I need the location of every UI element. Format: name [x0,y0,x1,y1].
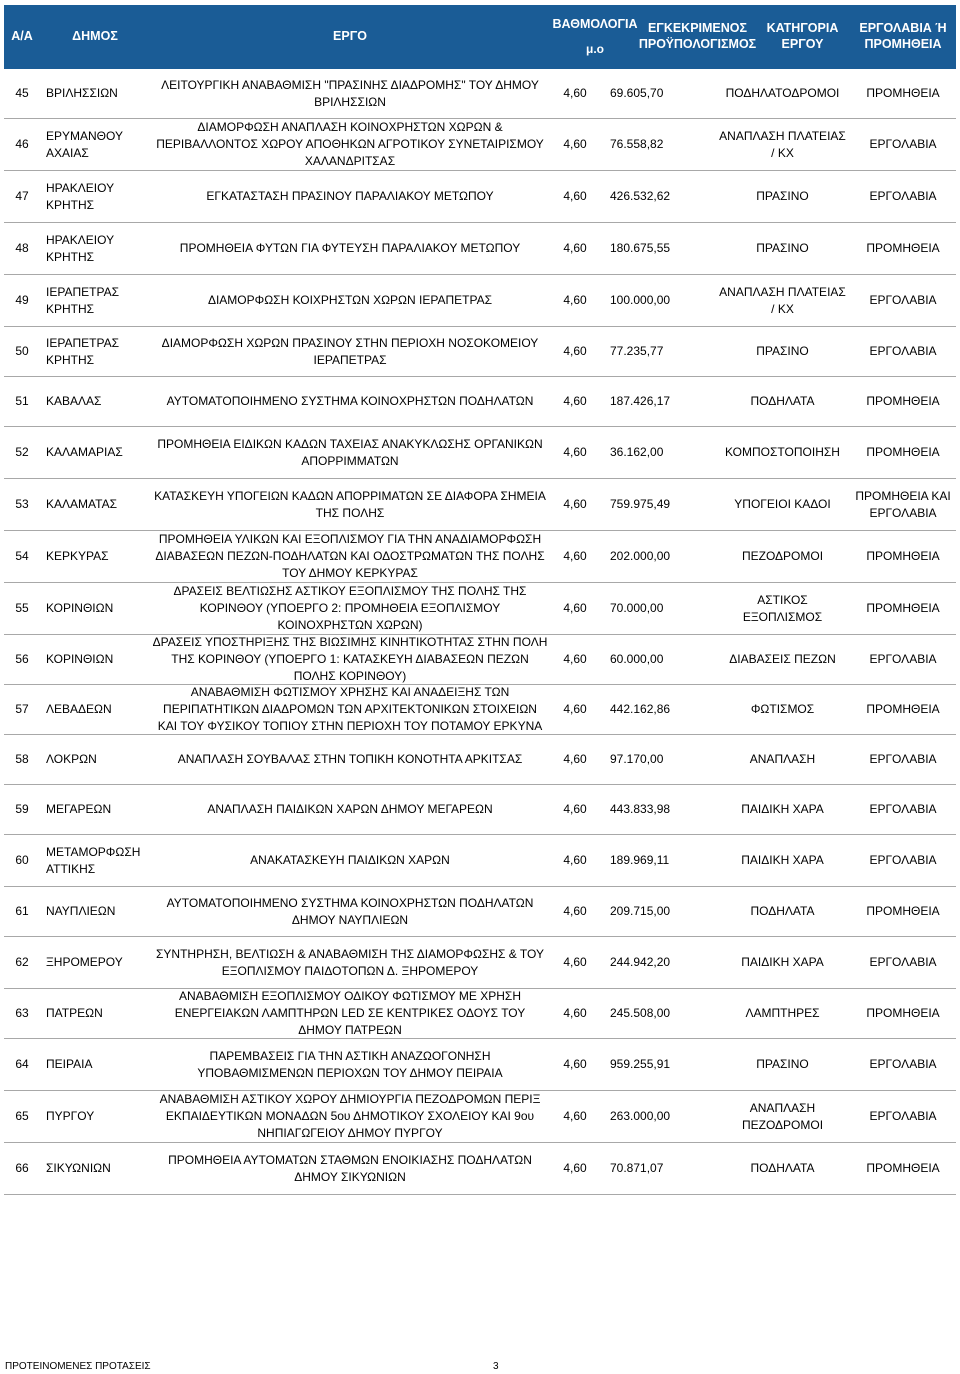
contract-type: ΠΡΟΜΗΘΕΙΑ [866,702,940,717]
row-number: 48 [15,241,29,256]
contract-type: ΠΡΟΜΗΘΕΙΑ [866,86,940,101]
project-category: ΚΟΜΠΟΣΤΟΠΟΙΗΣΗ [725,445,840,460]
table-row [4,1143,956,1195]
score: 4,60 [563,1057,587,1072]
header-category: ΚΑΤΗΓΟΡΙΑ ΕΡΓΟΥ [766,21,839,51]
table-row [4,531,956,583]
approved-budget: 60.000,00 [610,652,664,667]
row-number: 45 [15,86,29,101]
project-category: ΠΑΙΔΙΚΗ ΧΑΡΑ [741,802,824,817]
municipality: ΠΥΡΓΟΥ [46,1109,95,1124]
project-category: ΛΑΜΠΤΗΡΕΣ [745,1006,820,1021]
table-header [4,5,956,69]
municipality: ΠΑΤΡΕΩΝ [46,1006,103,1021]
contract-type: ΠΡΟΜΗΘΕΙΑ [866,904,940,919]
project-category: ΠΟΔΗΛΑΤΑ [750,394,815,409]
table-row [4,635,956,685]
project-name: ΠΡΟΜΗΘΕΙΑ ΥΛΙΚΩΝ ΚΑΙ ΕΞΟΠΛΙΣΜΟΥ ΓΙΑ ΤΗΝ ΑΝΑΔΙΑΜΟΡΦΩΣΗ ΔΙΑΒΑΣΕΩΝ ΠΕΖΩΝ-ΠΟΔΗΛΑΤΩΝ ΚΑΙ ΟΔΟΣΤΡΩΜΑΤΩΝ ΤΗΣ ΠΟΛΗΣ ΤΟΥ ΔΗΜΟΥ ΚΕΡΚΥΡΑΣ [155,532,545,580]
municipality: ΚΑΒΑΛΑΣ [46,394,102,409]
municipality: ΚΕΡΚΥΡΑΣ [46,549,109,564]
contract-type: ΠΡΟΜΗΘΕΙΑ [866,549,940,564]
table-row [4,785,956,835]
project-name: ΕΓΚΑΤΑΣΤΑΣΗ ΠΡΑΣΙΝΟΥ ΠΑΡΑΛΙΑΚΟΥ ΜΕΤΩΠΟΥ [206,189,494,204]
project-name: ΑΥΤΟΜΑΤΟΠΟΙΗΜΕΝΟ ΣΥΣΤΗΜΑ ΚΟΙΝΟΧΡΗΣΤΩΝ ΠΟΔΗΛΑΤΩΝ [166,394,534,409]
project-category: ΠΑΙΔΙΚΗ ΧΑΡΑ [741,955,824,970]
project-name: ΑΝΑΠΛΑΣΗ ΠΑΙΔΙΚΩΝ ΧΑΡΩΝ ΔΗΜΟΥ ΜΕΓΑΡΕΩΝ [207,802,493,817]
table-row [4,583,956,635]
municipality: ΚΟΡΙΝΘΙΩΝ [46,652,114,667]
footer-title: ΠΡΟΤΕΙΝΟΜΕΝΕΣ ΠΡΟΤΑΣΕΙΣ [5,1361,151,1372]
score: 4,60 [563,344,587,359]
header-budget: ΕΓΚΕΚΡΙΜΕΝΟΣ ΠΡΟΫΠΟΛΟΓΙΣΜΟΣ [638,21,757,51]
approved-budget: 76.558,82 [610,137,664,152]
score: 4,60 [563,445,587,460]
table-row [4,989,956,1039]
approved-budget: 426.532,62 [610,189,671,204]
header-dimos: ΔΗΜΟΣ [72,29,118,44]
score: 4,60 [563,394,587,409]
project-name: ΚΑΤΑΣΚΕΥΗ ΥΠΟΓΕΙΩΝ ΚΑΔΩΝ ΑΠΟΡΡΙΜΑΤΩΝ ΣΕ ΔΙΑΦΟΡΑ ΣΗΜΕΙΑ ΤΗΣ ΠΟΛΗΣ [154,488,546,520]
row-number: 57 [15,702,29,717]
municipality: ΚΑΛΑΜΑΡΙΑΣ [46,445,123,460]
contract-type: ΠΡΟΜΗΘΕΙΑ [866,394,940,409]
table-row [4,685,956,735]
approved-budget: 97.170,00 [610,752,664,767]
row-number: 55 [15,601,29,616]
project-name: ΠΑΡΕΜΒΑΣΕΙΣ ΓΙΑ ΤΗΝ ΑΣΤΙΚΗ ΑΝΑΖΩΟΓΟΝΗΣΗ ΥΠΟΒΑΘΜΙΣΜΕΝΩΝ ΠΕΡΙΟΧΩΝ ΤΟΥ ΔΗΜΟΥ ΠΕΙΡΑΙΑ [197,1048,503,1080]
project-name: ΠΡΟΜΗΘΕΙΑ ΦΥΤΩΝ ΓΙΑ ΦΥΤΕΥΣΗ ΠΑΡΑΛΙΑΚΟΥ ΜΕΤΩΠΟΥ [179,241,521,256]
row-number: 59 [15,802,29,817]
contract-type: ΕΡΓΟΛΑΒΙΑ [869,752,937,767]
contract-type: ΕΡΓΟΛΑΒΙΑ [869,344,937,359]
row-number: 65 [15,1109,29,1124]
contract-type: ΕΡΓΟΛΑΒΙΑ [869,1109,937,1124]
municipality: ΝΑΥΠΛΙΕΩΝ [46,904,116,919]
row-number: 58 [15,752,29,767]
score: 4,60 [563,293,587,308]
project-category: ΠΟΔΗΛΑΤΑ [750,1161,815,1176]
approved-budget: 442.162,86 [610,702,671,717]
row-number: 66 [15,1161,29,1176]
approved-budget: 759.975,49 [610,497,671,512]
row-number: 52 [15,445,29,460]
row-number: 62 [15,955,29,970]
score: 4,60 [563,853,587,868]
row-number: 51 [15,394,29,409]
score: 4,60 [563,802,587,817]
project-category: ΑΝΑΠΛΑΣΗ ΠΛΑΤΕΙΑΣ / ΚΧ [719,284,846,316]
municipality: ΞΗΡΟΜΕΡΟΥ [46,955,123,970]
approved-budget: 69.605,70 [610,86,664,101]
approved-budget: 70.871,07 [610,1161,664,1176]
projects-table [4,5,956,1195]
municipality: ΙΕΡΑΠΕΤΡΑΣ ΚΡΗΤΗΣ [46,284,119,316]
project-name: ΔΡΑΣΕΙΣ ΒΕΛΤΙΩΣΗΣ ΑΣΤΙΚΟΥ ΕΞΟΠΛΙΣΜΟΥ ΤΗΣ ΠΟΛΗΣ ΤΗΣ ΚΟΡΙΝΘΟΥ (ΥΠΟΕΡΓΟ 2: ΠΡΟΜΗΘΕΙΑ ΕΞΟΠΛΙΣΜΟΥ ΚΟΙΝΟΧΡΗΣΤΩΝ ΧΩΡΩΝ) [173,584,527,632]
project-category: ΠΡΑΣΙΝΟ [756,344,809,359]
contract-type: ΕΡΓΟΛΑΒΙΑ [869,955,937,970]
project-name: ΑΝΑΚΑΤΑΣΚΕΥΗ ΠΑΙΔΙΚΩΝ ΧΑΡΩΝ [250,853,450,868]
score: 4,60 [563,955,587,970]
project-category: ΠΑΙΔΙΚΗ ΧΑΡΑ [741,853,824,868]
table-row [4,171,956,223]
score: 4,60 [563,652,587,667]
municipality: ΒΡΙΛΗΣΣΙΩΝ [46,86,118,101]
table-row [4,427,956,479]
approved-budget: 959.255,91 [610,1057,671,1072]
contract-type: ΠΡΟΜΗΘΕΙΑ ΚΑΙ ΕΡΓΟΛΑΒΙΑ [855,488,951,520]
score: 4,60 [563,241,587,256]
project-category: ΥΠΟΓΕΙΟΙ ΚΑΔΟΙ [734,497,831,512]
score: 4,60 [563,189,587,204]
project-category: ΑΝΑΠΛΑΣΗ ΠΕΖΟΔΡΟΜΟΙ [741,1100,824,1132]
row-number: 53 [15,497,29,512]
municipality: ΙΕΡΑΠΕΤΡΑΣ ΚΡΗΤΗΣ [46,335,119,367]
contract-type: ΕΡΓΟΛΑΒΙΑ [869,1057,937,1072]
approved-budget: 202.000,00 [610,549,671,564]
table-row [4,735,956,785]
project-name: ΔΙΑΜΟΡΦΩΣΗ ΧΩΡΩΝ ΠΡΑΣΙΝΟΥ ΣΤΗΝ ΠΕΡΙΟΧΗ ΝΟΣΟΚΟΜΕΙΟΥ ΙΕΡΑΠΕΤΡΑΣ [161,335,539,367]
row-number: 61 [15,904,29,919]
score: 4,60 [563,904,587,919]
contract-type: ΕΡΓΟΛΑΒΙΑ [869,293,937,308]
table-row [4,887,956,937]
project-name: ΑΝΑΒΑΘΜΙΣΗ ΕΞΟΠΛΙΣΜΟΥ ΟΔΙΚΟΥ ΦΩΤΙΣΜΟΥ ΜΕ ΧΡΗΣΗ ΕΝΕΡΓΕΙΑΚΩΝ ΛΑΜΠΤΗΡΩΝ LED ΣΕ ΚΕΝΤΡΙΚΕΣ ΟΔΟΥΣ ΤΟΥ ΔΗΜΟΥ ΠΑΤΡΕΩΝ [174,989,526,1037]
table-row [4,377,956,427]
municipality: ΜΕΤΑΜΟΡΦΩΣΗ ΑΤΤΙΚΗΣ [46,844,141,876]
project-name: ΑΝΑΒΑΘΜΙΣΗ ΦΩΤΙΣΜΟΥ ΧΡΗΣΗΣ ΚΑΙ ΑΝΑΔΕΙΞΗΣ ΤΩΝ ΠΕΡΙΠΑΤΗΤΙΚΩΝ ΔΙΑΔΡΟΜΩΝ ΤΩΝ ΑΡΧΙΤΕΚΤΟΝΙΚΩΝ ΣΤΟΙΧΕΙΩΝ ΚΑΙ ΤΟΥ ΦΥΣΙΚΟΥ ΤΟΠΙΟΥ ΣΤΗΝ ΠΕΡΙΟΧΗ ΤΟΥ ΠΟΤΑΜΟΥ ΕΡΚΥΝΑ [157,685,543,733]
row-number: 60 [15,853,29,868]
approved-budget: 245.508,00 [610,1006,671,1021]
project-category: ΠΡΑΣΙΝΟ [756,1057,809,1072]
municipality: ΗΡΑΚΛΕΙΟΥ ΚΡΗΤΗΣ [46,180,114,212]
contract-type: ΠΡΟΜΗΘΕΙΑ [866,1161,940,1176]
contract-type: ΠΡΟΜΗΘΕΙΑ [866,241,940,256]
table-row [4,937,956,989]
header-rank-sub: μ.ο [585,42,604,57]
score: 4,60 [563,137,587,152]
approved-budget: 100.000,00 [610,293,671,308]
header-type: ΕΡΓΟΛΑΒΙΑ Ή ΠΡΟΜΗΘΕΙΑ [859,21,947,51]
contract-type: ΠΡΟΜΗΘΕΙΑ [866,445,940,460]
table-row [4,1039,956,1091]
header-rank-label: ΒΑΘΜΟΛΟΓΙΑ [552,16,638,31]
page-number: 3 [493,1361,499,1372]
contract-type: ΠΡΟΜΗΘΕΙΑ [866,1006,940,1021]
project-name: ΔΙΑΜΟΡΦΩΣΗ ΑΝΑΠΛΑΣΗ ΚΟΙΝΟΧΡΗΣΤΩΝ ΧΩΡΩΝ & ΠΕΡΙΒΑΛΛΟΝΤΟΣ ΧΩΡΟΥ ΑΠΟΘΗΚΩΝ ΑΓΡΟΤΙΚΟΥ ΣΥΝΕΤΑΙΡΙΣΜΟΥ ΧΑΛΑΝΔΡΙΤΣΑΣ [156,120,544,168]
row-number: 63 [15,1006,29,1021]
project-name: ΔΙΑΜΟΡΦΩΣΗ ΚΟΙΧΡΗΣΤΩΝ ΧΩΡΩΝ ΙΕΡΑΠΕΤΡΑΣ [207,293,493,308]
table-row [4,327,956,377]
score: 4,60 [563,1109,587,1124]
table-row [4,835,956,887]
table-row [4,69,956,119]
project-category: ΠΟΔΗΛΑΤΑ [750,904,815,919]
project-category: ΦΩΤΙΣΜΟΣ [750,702,815,717]
municipality: ΠΕΙΡΑΙΑ [46,1057,93,1072]
project-category: ΠΕΖΟΔΡΟΜΟΙ [741,549,824,564]
approved-budget: 244.942,20 [610,955,671,970]
contract-type: ΕΡΓΟΛΑΒΙΑ [869,652,937,667]
row-number: 46 [15,137,29,152]
score: 4,60 [563,86,587,101]
row-number: 54 [15,549,29,564]
approved-budget: 209.715,00 [610,904,671,919]
project-name: ΛΕΙΤΟΥΡΓΙΚΗ ΑΝΑΒΑΘΜΙΣΗ "ΠΡΑΣΙΝΗΣ ΔΙΑΔΡΟΜΗΣ" ΤΟΥ ΔΗΜΟΥ ΒΡΙΛΗΣΣΙΩΝ [161,77,539,109]
table-row [4,223,956,275]
project-category: ΠΟΔΗΛΑΤΟΔΡΟΜΟΙ [725,86,840,101]
header-rank [550,5,640,69]
table-row [4,119,956,171]
project-category: ΑΝΑΠΛΑΣΗ ΠΛΑΤΕΙΑΣ / ΚΧ [719,128,846,160]
contract-type: ΕΡΓΟΛΑΒΙΑ [869,137,937,152]
contract-type: ΕΡΓΟΛΑΒΙΑ [869,189,937,204]
municipality: ΚΑΛΑΜΑΤΑΣ [46,497,117,512]
municipality: ΛΟΚΡΩΝ [46,752,97,767]
approved-budget: 443.833,98 [610,802,671,817]
project-category: ΑΣΤΙΚΟΣ ΕΞΟΠΛΙΣΜΟΣ [742,592,823,624]
row-number: 56 [15,652,29,667]
project-category: ΠΡΑΣΙΝΟ [756,189,809,204]
municipality: ΣΙΚΥΩΝΙΩΝ [46,1161,111,1176]
project-name: ΑΥΤΟΜΑΤΟΠΟΙΗΜΕΝΟ ΣΥΣΤΗΜΑ ΚΟΙΝΟΧΡΗΣΤΩΝ ΠΟΔΗΛΑΤΩΝ ΔΗΜΟΥ ΝΑΥΠΛΙΕΩΝ [166,895,534,927]
project-category: ΑΝΑΠΛΑΣΗ [749,752,816,767]
municipality: ΜΕΓΑΡΕΩΝ [46,802,112,817]
contract-type: ΕΡΓΟΛΑΒΙΑ [869,802,937,817]
score: 4,60 [563,1161,587,1176]
score: 4,60 [563,1006,587,1021]
table-row [4,479,956,531]
table-row [4,1091,956,1143]
table-body [4,69,956,1195]
project-name: ΣΥΝΤΗΡΗΣΗ, ΒΕΛΤΙΩΣΗ & ΑΝΑΒΑΘΜΙΣΗ ΤΗΣ ΔΙΑΜΟΡΦΩΣΗΣ & ΤΟΥ ΕΞΟΠΛΙΣΜΟΥ ΠΑΙΔΟΤΟΠΩΝ Δ. ΞΗΡΟΜΕΡΟΥ [155,946,544,978]
project-name: ΔΡΑΣΕΙΣ ΥΠΟΣΤΗΡΙΞΗΣ ΤΗΣ ΒΙΩΣΙΜΗΣ ΚΙΝΗΤΙΚΟΤΗΤΑΣ ΣΤΗΝ ΠΟΛΗ ΤΗΣ ΚΟΡΙΝΘΟΥ (ΥΠΟΕΡΓΟ 1: ΚΑΤΑΣΚΕΥΗ ΔΙΑΒΑΣΕΩΝ ΠΕΖΩΝ ΠΟΛΗΣ ΚΟΡΙΝΘΟΥ) [152,635,548,683]
score: 4,60 [563,601,587,616]
project-name: ΠΡΟΜΗΘΕΙΑ ΕΙΔΙΚΩΝ ΚΑΔΩΝ ΤΑΧΕΙΑΣ ΑΝΑΚΥΚΛΩΣΗΣ ΟΡΓΑΝΙΚΩΝ ΑΠΟΡΡΙΜΜΑΤΩΝ [157,436,543,468]
approved-budget: 36.162,00 [610,445,664,460]
row-number: 64 [15,1057,29,1072]
row-number: 49 [15,293,29,308]
approved-budget: 187.426,17 [610,394,671,409]
municipality: ΛΕΒΑΔΕΩΝ [46,702,112,717]
municipality: ΗΡΑΚΛΕΙΟΥ ΚΡΗΤΗΣ [46,232,114,264]
approved-budget: 70.000,00 [610,601,664,616]
project-name: ΑΝΑΠΛΑΣΗ ΣΟΥΒΑΛΑΣ ΣΤΗΝ ΤΟΠΙΚΗ ΚΟΝΟΤΗΤΑ ΑΡΚΙΤΣΑΣ [177,752,523,767]
score: 4,60 [563,752,587,767]
contract-type: ΕΡΓΟΛΑΒΙΑ [869,853,937,868]
score: 4,60 [563,497,587,512]
score: 4,60 [563,549,587,564]
municipality: ΚΟΡΙΝΘΙΩΝ [46,601,114,616]
header-aa: Α/Α [11,29,33,44]
project-category: ΠΡΑΣΙΝΟ [756,241,809,256]
approved-budget: 180.675,55 [610,241,671,256]
score: 4,60 [563,702,587,717]
municipality: ΕΡΥΜΑΝΘΟΥ ΑΧΑΙΑΣ [46,128,123,160]
project-name: ΑΝΑΒΑΘΜΙΣΗ ΑΣΤΙΚΟΥ ΧΩΡΟΥ ΔΗΜΙΟΥΡΓΙΑ ΠΕΖΟΔΡΟΜΩΝ ΠΕΡΙΞ ΕΚΠΑΙΔΕΥΤΙΚΩΝ ΜΟΝΑΔΩΝ 5ου ΔΗΜΟΤΙΚΟΥ ΣΧΟΛΕΙΟΥ ΚΑΙ 9ου ΝΗΠΙΑΓΩΓΕΙΟΥ ΔΗΜΟΥ ΠΥΡΓΟΥ [159,1092,541,1140]
row-number: 50 [15,344,29,359]
approved-budget: 77.235,77 [610,344,664,359]
row-number: 47 [15,189,29,204]
approved-budget: 189.969,11 [610,853,670,868]
project-category: ΔΙΑΒΑΣΕΙΣ ΠΕΖΩΝ [729,652,836,667]
header-ergo: ΕΡΓΟ [333,29,367,44]
approved-budget: 263.000,00 [610,1109,671,1124]
project-name: ΠΡΟΜΗΘΕΙΑ ΑΥΤΟΜΑΤΩΝ ΣΤΑΘΜΩΝ ΕΝΟΙΚΙΑΣΗΣ ΠΟΔΗΛΑΤΩΝ ΔΗΜΟΥ ΣΙΚΥΩΝΙΩΝ [168,1152,532,1184]
table-row [4,275,956,327]
contract-type: ΠΡΟΜΗΘΕΙΑ [866,601,940,616]
